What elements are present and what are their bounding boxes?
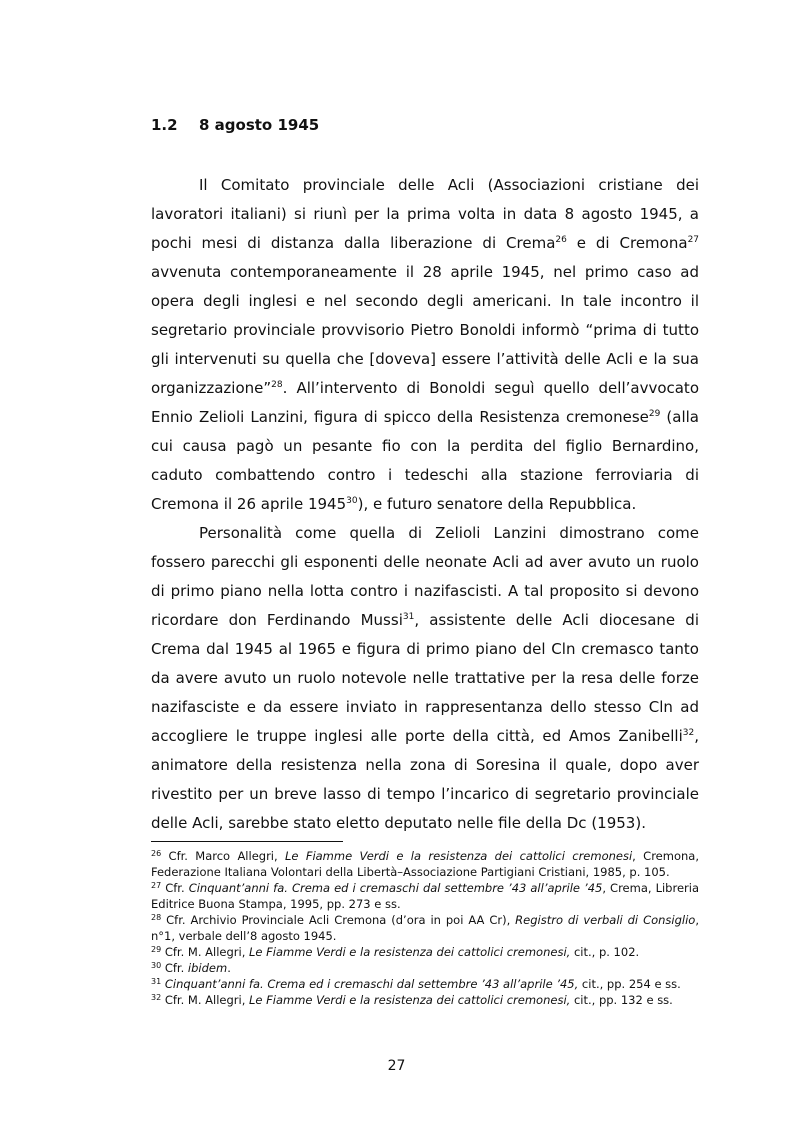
footnote-ref: 32 xyxy=(682,728,695,738)
footnote-ref: 31 xyxy=(151,977,162,986)
footnote: $^{32}$ Cfr. M. Allegri, Le Fiamme Verdi e la resistenza dei cattolici cremonesi, cit., pp. 132 e ss. xyxy=(151,993,673,1007)
footnote-ref: 32 xyxy=(151,993,162,1002)
footnote: $^{29}$ Cfr. M. Allegri, Le Fiamme Verdi e la resistenza dei cattolici cremonesi, cit., p. 102. xyxy=(151,945,640,959)
footnote: $^{31}$ Cinquant’anni fa. Crema ed i cremaschi dal settembre ’43 all’aprile ’45, cit., pp. 254 e ss. xyxy=(151,977,681,991)
footnote-ref: 28 xyxy=(271,380,283,390)
cited-title: Le Fiamme Verdi e la resistenza dei cattolici cremonesi, xyxy=(249,945,571,959)
section-heading xyxy=(151,116,319,134)
footnote-ref: 29 xyxy=(648,409,661,419)
footnote-ref: 30 xyxy=(346,496,358,506)
footnote: $^{30}$ Cfr. ibidem. xyxy=(151,961,231,975)
cited-title: Le Fiamme Verdi e la resistenza dei cattolici cremonesi xyxy=(285,849,633,863)
footnote-ref: 26 xyxy=(151,849,162,858)
paragraph: Personalità come quella di Zelioli Lanzini dimostrano come fossero parecchi gli esponenti delle neonate Acli ad aver avuto un ruolo di primo piano nella lotta contro i nazifascisti. A tal proposito si devono ricordare don Ferdinando Mussi$^{31}$, assistente delle Acli diocesane di Crema dal 1945 al 1965 e figura di primo piano del Cln cremasco tanto da avere avuto un ruolo notevole nelle trattative per la resa delle forze nazifasciste e da essere inviato in rappresentanza dello stesso Cln ad accogliere le truppe inglesi alle porte della città, ed Amos Zanibelli$^{32}$, animatore della resistenza nella zona di Soresina il quale, dopo aver rivestito per un breve lasso di tempo l’incarico di segretario provinciale delle Acli, sarebbe stato eletto deputato nelle file della Dc (1953). xyxy=(151,524,699,832)
footnotes xyxy=(151,848,699,1008)
footnote: $^{28}$ Cfr. Archivio Provinciale Acli Cremona (d’ora in poi AA Cr), Registro di verbali di Consiglio, n°1, verbale dell’8 agosto 1945. xyxy=(151,913,699,943)
section-number: 1.2 xyxy=(151,116,178,134)
cited-title: Registro di verbali di Consiglio xyxy=(515,913,696,927)
cited-title: Cinquant’anni fa. Crema ed i cremaschi dal settembre ’43 all’aprile ’45 xyxy=(188,881,603,895)
body-text xyxy=(151,171,699,838)
footnote: $^{27}$ Cfr. Cinquant’anni fa. Crema ed i cremaschi dal settembre ’43 all’aprile ’45, Crema, Libreria Editrice Buona Stampa, 1995, pp. 273 e ss. xyxy=(151,881,699,911)
footnote-ref: 30 xyxy=(151,961,162,970)
footnote-ref: 27 xyxy=(687,235,700,245)
footnote: $^{26}$ Cfr. Marco Allegri, Le Fiamme Verdi e la resistenza dei cattolici cremonesi, Cremona, Federazione Italiana Volontari della Libertà–Associazione Partigiani Cristiani, 1985, p. 105. xyxy=(151,849,699,879)
footnote-ref: 28 xyxy=(151,913,162,922)
page-number: 27 xyxy=(387,1058,406,1074)
cited-title: ibidem xyxy=(187,961,228,975)
footnote-ref: 29 xyxy=(151,945,162,954)
footnote-ref: 26 xyxy=(555,235,567,245)
footnote-ref: 31 xyxy=(402,612,415,622)
cited-title: Cinquant’anni fa. Crema ed i cremaschi dal settembre ’43 all’aprile ’45, xyxy=(164,977,579,991)
cited-title: Le Fiamme Verdi e la resistenza dei cattolici cremonesi, xyxy=(249,993,571,1007)
section-title: 8 agosto 1945 xyxy=(199,116,320,134)
footnote-ref: 27 xyxy=(151,881,162,890)
paragraph: Il Comitato provinciale delle Acli (Associazioni cristiane dei lavoratori italiani) si riunì per la prima volta in data 8 agosto 1945, a pochi mesi di distanza dalla liberazione di Crema$^{26}$ e di Cremona$^{27}$ avvenuta contemporaneamente il 28 aprile 1945, nel primo caso ad opera degli inglesi e nel secondo degli americani. In tale incontro il segretario provinciale provvisorio Pietro Bonoldi informò “prima di tutto gli intervenuti su quella che [doveva] essere l’attività delle Acli e la sua organizzazione”$^{28}$. All’intervento di Bonoldi seguì quello dell’avvocato Ennio Zelioli Lanzini, figura di spicco della Resistenza cremonese$^{29}$ (alla cui causa pagò un pesante fio con la perdita del figlio Bernardino, caduto combattendo contro i tedeschi alla stazione ferroviaria di Cremona il 26 aprile 1945$^{30}$), e futuro senatore della Repubblica. xyxy=(151,176,700,513)
footnote-separator xyxy=(151,841,343,842)
